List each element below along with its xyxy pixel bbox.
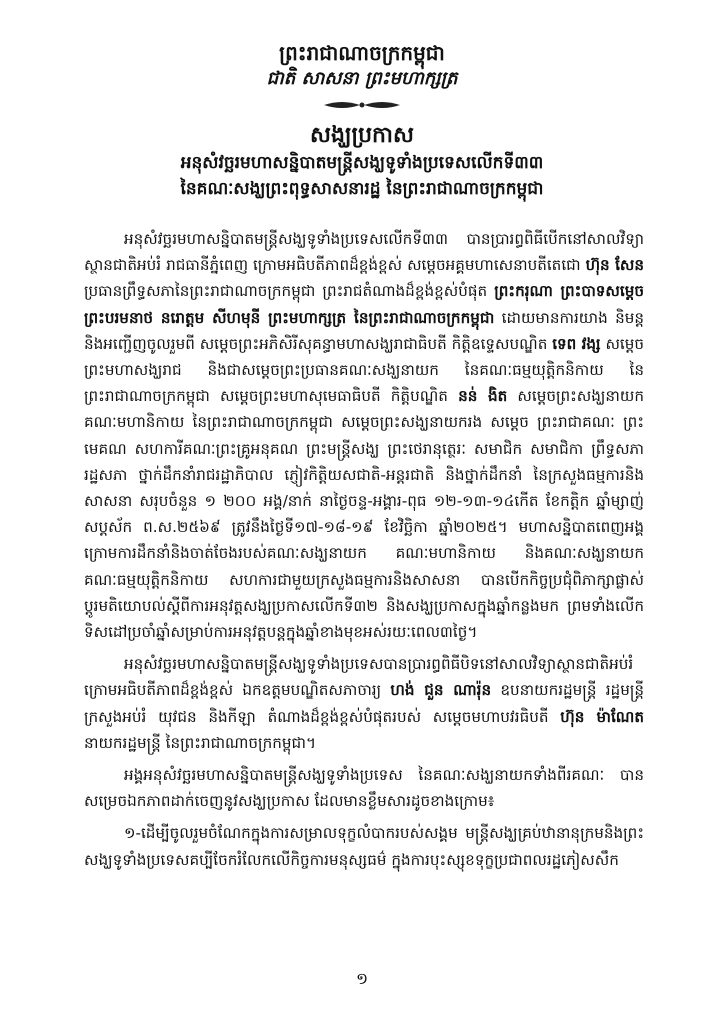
- motto-heading: ជាតិ សាសនា ព្រះមហាក្សត្រ: [266, 68, 458, 89]
- p1-text-5: សម្តេចព្រះសង្ឃនាយក គណៈមហានិកាយ នៃព្រះរាជាណាចក្រកម្ពុជា សម្តេចព្រះសង្ឃនាយករង សម្តេច ព្រះរាជាគណៈ ព្រះមេគណ សហការីគណៈព្រះគ្រូអនុគណ ព្រះមន្ត្រីសង្ឃ ព្រះថេរានុត្ថេរៈ សមាជិក សមាជិកា ព្រឹទ្ធសភា រដ្ឋសភា ថ្នាក់ដឹកនាំរាជរដ្ឋាភិបាល ភ្ញៀវកិត្តិយសជាតិ-អន្តរជាតិ និងថ្នាក់ដឹកនាំ នៃក្រសួងធម្មការនិងសាសនា សរុបចំនួន ១ ២០០ អង្គ/នាក់ នាថ្ងៃចន្ទ-អង្គារ-ពុធ ១២-១៣-១៤កើត ខែកត្តិក ឆ្នាំម្សាញ់ សប្តស័ក ព.ស.២៥៦៩ ត្រូវនឹងថ្ងៃទី១៧-១៨-១៩ ខែវិច្ឆិកា ឆ្នាំ២០២៥។ មហាសន្និបាតពេញអង្គ ក្រោមការដឹកនាំនិងចាត់ចែងរបស់គណៈសង្ឃនាយក គណៈមហានិកាយ និងគណៈសង្ឃនាយក គណៈធម្មយុត្តិកនិកាយ សហការជាមួយក្រសួងធម្មការនិងសាសនា បានបើកកិច្ចប្រជុំពិភាក្សាផ្លាស់ប្តូរមតិយោបល់ស្តីពីការអនុវត្តសង្ឃប្រកាសលើកទី៣២ និងសង្ឃប្រកាសក្នុងឆ្នាំកន្លងមក ព្រមទាំងលើកទិសដៅប្រចាំឆ្នាំសម្រាប់ការអនុវត្តបន្តក្នុងឆ្នាំខាងមុខអស់រយៈពេល៣ថ្ងៃ។: [84, 387, 644, 642]
- kingdom-heading: ព្រះរាជាណាចក្រកម្ពុជា: [279, 41, 445, 65]
- p1-bold-name-2: ទេព វង្ស: [552, 334, 601, 353]
- paragraph-1: [84, 226, 644, 645]
- p1-bold-title-king: ព្រះករុណា ព្រះបាទសម្តេចព្រះបរមនាថ នរោត្តម សីហមុនី ព្រះមហាក្សត្រ នៃព្រះរាជាណាចក្រកម្ពុជា: [84, 282, 644, 327]
- p2-bold-name-2: ហ៊ុន ម៉ាណែត: [560, 707, 644, 726]
- p1-bold-name-1: ហ៊ុន សែន: [585, 256, 645, 275]
- document-body: [84, 226, 644, 879]
- p2-text-1: អនុសំវច្ឆរមហាសន្និបាតមន្ត្រីសង្ឃទូទាំងប្រទេសបានប្រារព្ធពិធីបិទនៅសាលវិទ្យាស្ថានជាតិអប់រំ ក្រោមអធិបតីភាពដ៏ខ្ពង់ខ្ពស់ ឯកឧត្តមបណ្ឌិតសភាចារ្យ: [84, 655, 634, 700]
- p1-text-3: ដោយមានការយាង និមន្ត និងអញ្ជើញចូលរួមពី សម្តេចព្រះអភិសិរីសុគន្ធាមហាសង្ឃរាជាធិបតី កិត្តិឧទ្ទេសបណ្ឌិត: [84, 308, 645, 353]
- document-header: [0, 40, 724, 112]
- announcement-subtitle-1: អនុសំវច្ឆរមហាសន្និបាតមន្ត្រីសង្ឃទូទាំងប្រទេសលើកទី៣៣: [180, 153, 544, 173]
- p1-text-2: ប្រធានព្រឹទ្ធសភានៃព្រះរាជាណាចក្រកម្ពុជា ព្រះរាជតំណាងដ៏ខ្ពង់ខ្ពស់បំផុត: [84, 282, 495, 301]
- p1-bold-name-3: នន់ ងិត: [458, 387, 508, 406]
- p2-bold-name-1: ហង់ ជួន ណារ៉ុន: [390, 681, 492, 700]
- page-number: ១: [355, 969, 369, 988]
- paragraph-2: [84, 651, 644, 756]
- paragraph-4: ១-ដើម្បីចូលរួមចំណែកក្នុងការសម្រាលទុក្ខលំបាករបស់សង្គម មន្ត្រីសង្ឃគ្រប់ឋានានុក្រមនិងព្រះសង្ឃទូទាំងប្រទេសគប្បីចែករំលែកលើកិច្ចការមនុស្សធម៌ ក្នុងការបុះស្សុខទុក្ខប្រជាពលរដ្ឋភៀសសឹក: [84, 824, 644, 869]
- ornament-divider-icon: [322, 98, 402, 112]
- announcement-titles: [0, 120, 724, 202]
- p1-text-4: សម្តេចព្រះមហាសង្ឃរាជ និងជាសម្តេចព្រះប្រធានគណៈសង្ឃនាយក នៃគណៈធម្មយុត្តិកនិកាយ នៃព្រះរាជាណាចក្រកម្ពុជា សម្តេចព្រះមហាសុមេធាធិបតី កិត្តិបណ្ឌិត: [84, 334, 645, 406]
- paragraph-3: អង្គអនុសំវច្ឆរមហាសន្និបាតមន្ត្រីសង្ឃទូទាំងប្រទេស នៃគណៈសង្ឃនាយកទាំងពីរគណៈ បានសម្រេចឯកភាពដាក់ចេញនូវសង្ឃប្រកាស ដែលមានខ្លឹមសារដូចខាងក្រោម៖: [84, 766, 644, 811]
- announcement-title: សង្ឃប្រកាស: [310, 122, 414, 148]
- announcement-subtitle-2: នៃគណៈសង្ឃព្រះពុទ្ធសាសនារដ្ឋ នៃព្រះរាជាណាចក្រកម្ពុជា: [180, 179, 544, 199]
- p2-text-2: ឧបនាយករដ្ឋមន្ត្រី រដ្ឋមន្ត្រីក្រសួងអប់រំ យុវជន និងកីឡា តំណាងដ៏ខ្ពង់ខ្ពស់បំផុតរបស់ សម្តេចមហាបវរធិបតី: [84, 681, 645, 726]
- p2-text-3: នាយករដ្ឋមន្ត្រី នៃព្រះរាជាណាចក្រកម្ពុជា។: [84, 733, 316, 752]
- p1-text-1: អនុសំវច្ឆរមហាសន្និបាតមន្ត្រីសង្ឃទូទាំងប្រទេសលើកទី៣៣ បានប្រារព្ធពិធីបើកនៅសាលវិទ្យាស្ថានជាតិអប់រំ រាជធានីភ្នំពេញ ក្រោមអធិបតីភាពដ៏ខ្ពង់ខ្ពស់ សម្តេចអគ្គមហាសេនាបតីតេជោ: [84, 230, 644, 275]
